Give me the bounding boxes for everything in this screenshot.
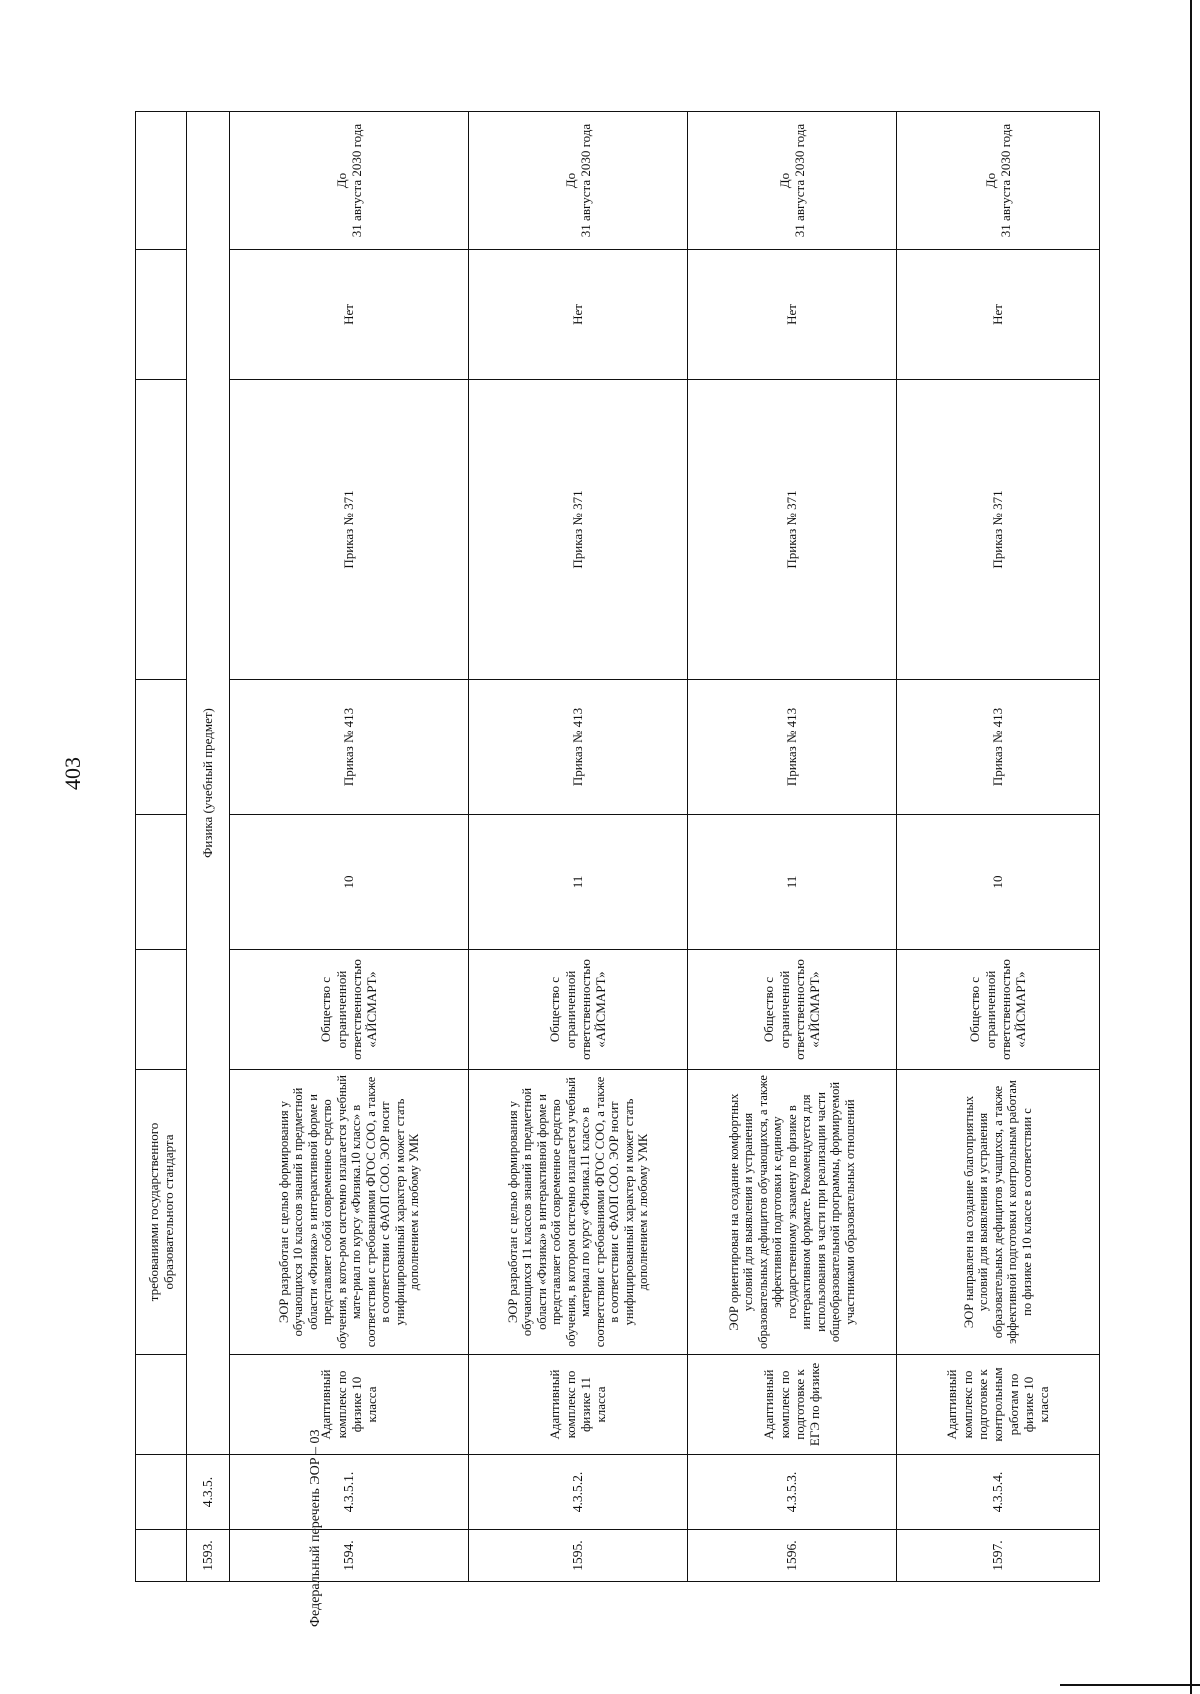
header-cell-empty-9 bbox=[136, 250, 187, 380]
eor-table-rotated bbox=[135, 112, 1075, 1582]
organization: Общество с ограниченной ответственностью «АЙСМАРТ» bbox=[469, 950, 688, 1070]
page-number: 403 bbox=[60, 757, 85, 790]
header-cell-empty-1 bbox=[136, 1530, 187, 1582]
section-row-number: 1593. bbox=[187, 1530, 230, 1582]
order-371: Приказ № 371 bbox=[230, 380, 469, 680]
status: Нет bbox=[897, 250, 1100, 380]
resource-name: Адаптивный комплекс по подготовке к контрольным работам по физике 10 класса bbox=[897, 1355, 1100, 1455]
deadline-prefix: До bbox=[333, 172, 349, 189]
table-row bbox=[688, 112, 897, 1582]
grade: 11 bbox=[688, 815, 897, 950]
resource-description: ЭОР разработан с целью формирования у обучающихся 11 классов знаний в предметной области «Физика» в интерактивной форме и представляет собой современное средство обучения, в котором системно излагается учебный материал по курсу «Физика.11 класс» в соответствии с требованиями ФГОС СОО, а также в соответствии с ФАОП СОО. ЭОР носит унифицированный характер и может стать дополнением к любому УМК bbox=[469, 1070, 688, 1355]
resource-name: Адаптивный комплекс по подготовке к ЕГЭ по физике bbox=[688, 1355, 897, 1455]
deadline-cell bbox=[230, 112, 469, 250]
order-413: Приказ № 413 bbox=[688, 680, 897, 815]
resource-description: ЭОР разработан с целью формирования у обучающихся 10 классов знаний в предметной области «Физика» в интерактивной форме и представляет собой современное средство обучения, в кото-ром системно излагается учебный мате-риал по курсу «Физика.10 класс» в соответствии с требованиями ФГОС СОО, а также в соответствии с ФАОП СОО. ЭОР носит унифицированный характер и может стать дополнением к любому УМК bbox=[230, 1070, 469, 1355]
deadline-date: 31 августа 2030 года bbox=[349, 123, 364, 238]
deadline-prefix: До bbox=[562, 172, 578, 189]
grade: 10 bbox=[897, 815, 1100, 950]
row-code: 4.3.5.4. bbox=[897, 1455, 1100, 1530]
order-413: Приказ № 413 bbox=[469, 680, 688, 815]
section-row bbox=[187, 112, 230, 1582]
order-371: Приказ № 371 bbox=[897, 380, 1100, 680]
table-row bbox=[897, 112, 1100, 1582]
row-number: 1596. bbox=[688, 1530, 897, 1582]
page-edge-right bbox=[1190, 0, 1192, 1694]
organization: Общество с ограниченной ответственностью «АЙСМАРТ» bbox=[688, 950, 897, 1070]
grade: 10 bbox=[230, 815, 469, 950]
row-number: 1594. bbox=[230, 1530, 469, 1582]
section-code: 4.3.5. bbox=[187, 1455, 230, 1530]
table-header-row bbox=[136, 112, 187, 1582]
order-413: Приказ № 413 bbox=[897, 680, 1100, 815]
footer-text: Федеральный перечень ЭОР – 03 bbox=[308, 1429, 323, 1627]
status: Нет bbox=[230, 250, 469, 380]
header-cell-empty-6 bbox=[136, 815, 187, 950]
status: Нет bbox=[469, 250, 688, 380]
row-number: 1595. bbox=[469, 1530, 688, 1582]
row-code: 4.3.5.3. bbox=[688, 1455, 897, 1530]
deadline-date: 31 августа 2030 года bbox=[998, 123, 1013, 238]
header-cell-empty-10 bbox=[136, 112, 187, 250]
organization: Общество с ограниченной ответственностью «АЙСМАРТ» bbox=[897, 950, 1100, 1070]
header-cell-empty-3 bbox=[136, 1355, 187, 1455]
deadline-date: 31 августа 2030 года bbox=[578, 123, 593, 238]
deadline-cell bbox=[688, 112, 897, 250]
table-row bbox=[230, 112, 469, 1582]
header-cell-empty-8 bbox=[136, 380, 187, 680]
row-code: 4.3.5.2. bbox=[469, 1455, 688, 1530]
table-row bbox=[469, 112, 688, 1582]
row-number: 1597. bbox=[897, 1530, 1100, 1582]
eor-table bbox=[135, 111, 1100, 1582]
order-371: Приказ № 371 bbox=[469, 380, 688, 680]
resource-name: Адаптивный комплекс по физике 11 класса bbox=[469, 1355, 688, 1455]
deadline-cell bbox=[897, 112, 1100, 250]
order-413: Приказ № 413 bbox=[230, 680, 469, 815]
resource-description: ЭОР ориентирован на создание комфортных условий для выявления и устранения образовательных дефицитов обучающихся, а также эффективной подготовки к единому государственному экзамену по физике в интерактивном формате. Рекомендуется для использования в части при реализации части общеобразовательной программы, формируемой участниками образовательных отношений bbox=[688, 1070, 897, 1355]
deadline-date: 31 августа 2030 года bbox=[792, 123, 807, 238]
deadline-cell bbox=[469, 112, 688, 250]
header-cell-empty-7 bbox=[136, 680, 187, 815]
resource-description: ЭОР направлен на создание благоприятных условий для выявления и устранения образовательных дефицитов учащихся, а также эффективной подготовки к контрольным работам по физике в 10 классе в соответствии с bbox=[897, 1070, 1100, 1355]
header-cell-empty-5 bbox=[136, 950, 187, 1070]
status: Нет bbox=[688, 250, 897, 380]
header-cell-standard: требованиями государственного образовательного стандарта bbox=[136, 1070, 187, 1355]
section-title: Физика (учебный предмет) bbox=[187, 112, 230, 1455]
order-371: Приказ № 371 bbox=[688, 380, 897, 680]
deadline-prefix: До bbox=[776, 172, 792, 189]
row-code: 4.3.5.1. bbox=[230, 1455, 469, 1530]
resource-name: Адаптивный комплекс по физике 10 класса bbox=[230, 1355, 469, 1455]
deadline-prefix: До bbox=[982, 172, 998, 189]
header-cell-empty-2 bbox=[136, 1455, 187, 1530]
grade: 11 bbox=[469, 815, 688, 950]
page-edge-bottom bbox=[1060, 1684, 1200, 1686]
organization: Общество с ограниченной ответственностью «АЙСМАРТ» bbox=[230, 950, 469, 1070]
